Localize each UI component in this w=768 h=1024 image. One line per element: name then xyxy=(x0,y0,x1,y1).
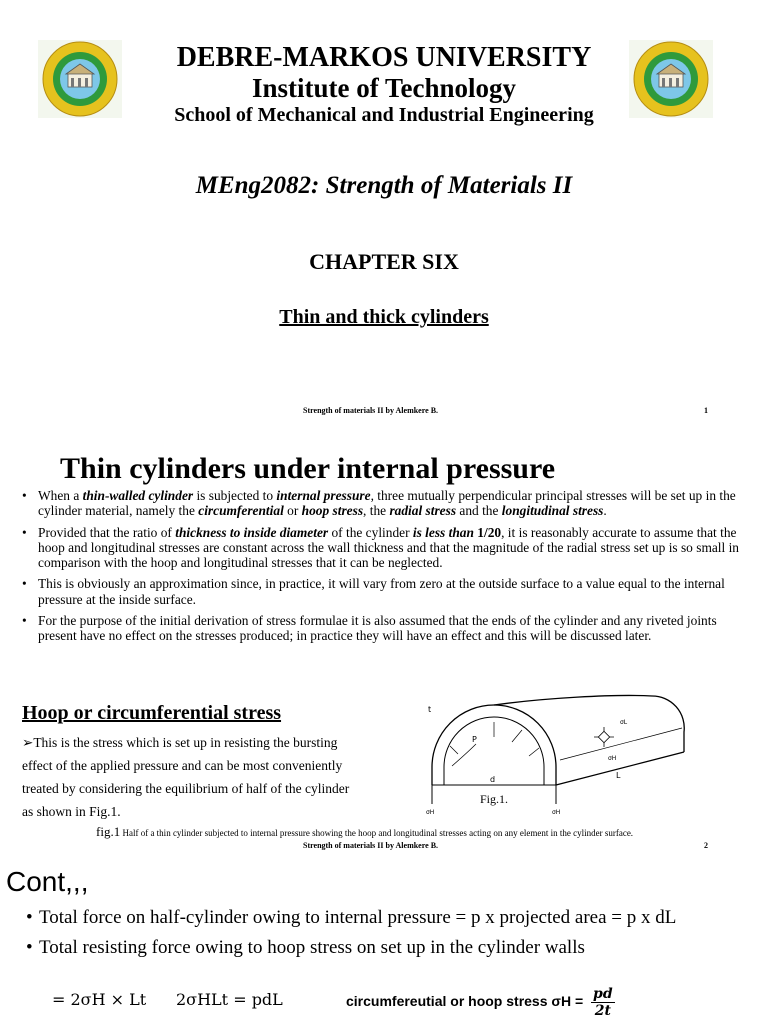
title-slide xyxy=(0,0,768,430)
caption-text: Half of a thin cylinder subjected to internal pressure showing the hoop and longitudinal stresses acting on any element in the cylinder surface. xyxy=(120,828,634,838)
figure-caption xyxy=(96,823,633,841)
equation-resisting-force: = 2σH × Lt xyxy=(52,990,147,1009)
bullet-icon: • xyxy=(26,937,33,958)
hoop-stress-formula xyxy=(346,986,615,1019)
thin-cylinders-slide xyxy=(0,430,768,862)
hoop-formula-label: circumfereutial or hoop stress σH = xyxy=(346,993,584,1010)
bullet-text: Total resisting force owing to hoop stress on set up in the cylinder walls xyxy=(39,937,585,958)
label-sigma-h: σH xyxy=(608,755,617,762)
bullet-emphasis: thin-walled cylinder xyxy=(82,488,194,503)
label-t: t xyxy=(428,705,432,714)
label-sigma-h-right: σH xyxy=(552,809,561,816)
chapter-heading: CHAPTER SIX xyxy=(309,249,459,274)
course-code: MEng2082: xyxy=(195,172,320,199)
chapter-subject: Thin and thick cylinders xyxy=(279,306,489,328)
fraction xyxy=(591,986,615,1019)
list-item xyxy=(22,488,740,519)
slide-title: Thin cylinders under internal pressure xyxy=(60,452,556,485)
hoop-text: This is the stress which is set up in resisting the bursting xyxy=(33,735,338,750)
course-name: Strength of Materials II xyxy=(325,172,573,199)
list-item xyxy=(22,613,740,644)
bullet-emphasis: radial stress xyxy=(389,503,457,519)
bullet-emphasis: is less than xyxy=(412,524,474,540)
bullet-text: , the xyxy=(363,503,390,519)
half-cylinder-figure xyxy=(424,692,686,822)
label-L: L xyxy=(616,771,621,780)
list-item xyxy=(22,525,740,571)
section-heading: Hoop or circumferential stress xyxy=(22,702,282,724)
bullet-text: is subjected to xyxy=(193,488,277,503)
hoop-text-line: as shown in Fig.1. xyxy=(22,804,121,819)
list-item xyxy=(26,907,746,929)
bullet-emphasis: circumferential xyxy=(198,503,284,519)
bullet-list xyxy=(22,488,740,650)
bullet-text: , it is reasonably accurate to assume that the hoop and longitudinal stresses are constant across the wall thickness and that the magnitude of the radial stress set up is so small in comparison with the hoop and longitudinal stresses that it can be neglected. xyxy=(38,524,740,571)
hoop-text-line xyxy=(22,735,337,751)
bullet-emphasis: internal pressure xyxy=(276,488,371,503)
slide-footer: Strength of materials II by Alemkere B. xyxy=(303,406,439,415)
label-p: P xyxy=(472,735,477,744)
fraction-denominator: 2t xyxy=(594,1003,611,1019)
bullet-icon: • xyxy=(26,907,33,928)
figure-inside-label: Fig.1. xyxy=(480,792,509,806)
bullet-text: When a xyxy=(38,488,83,503)
label-d: d xyxy=(490,775,496,784)
bullet-text: Total force on half-cylinder owing to internal pressure = p x projected area = p x dL xyxy=(39,907,677,928)
arrow-bullet-icon: ➢ xyxy=(22,735,34,750)
bullet-icon: • xyxy=(22,613,27,629)
list-item xyxy=(22,576,740,607)
equation-equilibrium: 2σHLt = pdL xyxy=(176,990,283,1009)
bullet-text: This is obviously an approximation since, in practice, it will vary from zero at the outside surface to a value equal to the internal pressure at the inside surface. xyxy=(38,576,725,607)
bullet-text: , three mutually perpendicular principal stresses will be set up in the cylinder material, namely the xyxy=(38,488,736,519)
bullet-text: Provided that the ratio of xyxy=(38,524,176,540)
list-item xyxy=(26,937,746,959)
page-number: 1 xyxy=(704,406,708,415)
course-title xyxy=(0,172,768,200)
slide-footer: Strength of materials II by Alemkere B. xyxy=(303,841,439,850)
fraction-numerator: pd xyxy=(593,986,613,1002)
bullet-text: . xyxy=(603,503,607,519)
continuation-slide xyxy=(0,862,768,1024)
slide-title: Cont,,, xyxy=(6,866,89,897)
bullet-text: of the cylinder xyxy=(328,524,413,540)
institute-name: Institute of Technology xyxy=(251,73,517,103)
label-sigma-l: σL xyxy=(620,719,628,726)
university-name: DEBRE-MARKOS UNIVERSITY xyxy=(176,42,592,73)
bullet-icon: • xyxy=(22,488,27,503)
bullet-emphasis: 1/20 xyxy=(477,524,502,540)
label-sigma-h-left: σH xyxy=(426,809,435,816)
hoop-text-line: effect of the applied pressure and can be most conveniently xyxy=(22,758,343,773)
hoop-text-line: treated by considering the equilibrium of half of the cylinder xyxy=(22,781,350,796)
caption-label: fig.1 xyxy=(96,824,121,839)
bullet-emphasis: hoop stress xyxy=(301,503,364,519)
bullet-text: For the purpose of the initial derivation of stress formulae it is also assumed that the ends of the cylinder and any riveted joints present have no effect on the stresses produced; in practice they will have an effect and this will be discussed later. xyxy=(38,613,717,644)
bullet-text: or xyxy=(283,503,302,519)
bullet-text: and the xyxy=(456,503,502,519)
bullet-list xyxy=(26,907,746,967)
bullet-icon: • xyxy=(22,576,27,592)
school-name: School of Mechanical and Industrial Engineering xyxy=(174,104,594,126)
bullet-emphasis: longitudinal stress xyxy=(501,503,604,519)
bullet-icon: • xyxy=(22,524,27,540)
page-number: 2 xyxy=(704,841,708,850)
bullet-emphasis: thickness to inside diameter xyxy=(175,524,329,540)
